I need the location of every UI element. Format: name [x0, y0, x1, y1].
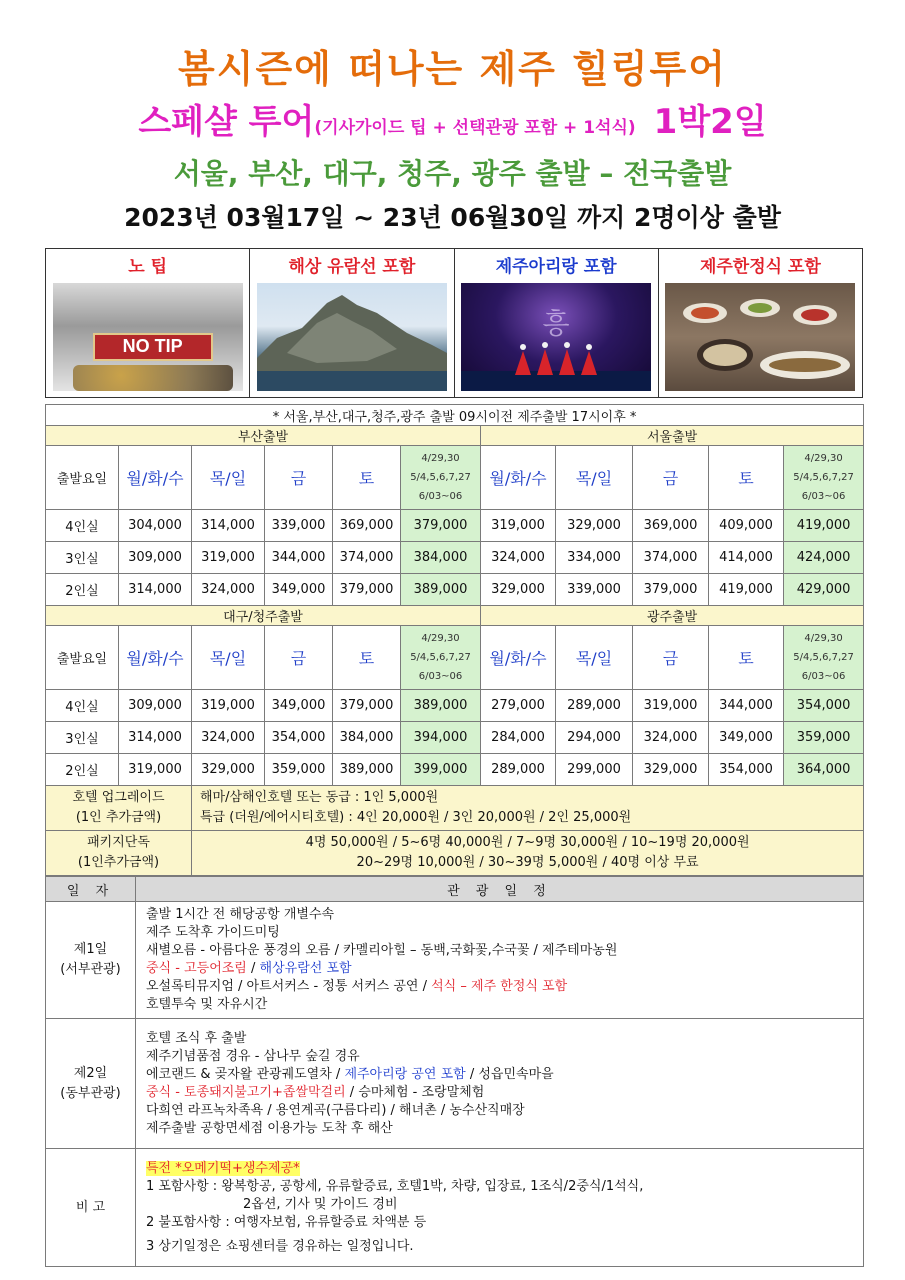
price-cell: 334,000 — [556, 542, 633, 574]
weekday-header: 월/화/수 — [119, 626, 192, 690]
price-cell: 349,000 — [265, 690, 333, 722]
room-label: 2인실 — [46, 754, 119, 786]
price-cell: 399,000 — [401, 754, 481, 786]
price-cell: 339,000 — [265, 510, 333, 542]
feature-korean-meal — [659, 249, 862, 397]
price-cell: 314,000 — [119, 574, 192, 606]
price-cell: 309,000 — [119, 690, 192, 722]
price-cell: 389,000 — [333, 754, 401, 786]
day2-itinerary: 호텔 조식 후 출발 제주기념품점 경유 - 삼나무 숲길 경유 에코랜드 & 곶자왈 관광궤도열차 / 제주아리랑 공연 포함 / 성읍민속마을 중식 - 토종돼지불고기+좁쌀막걸리 / 승마체험 - 조랑말체험 다희연 라프녹차족욕 / 용연계곡(구름다리) / 해녀촌 / 농수산직매장 제주출발 공항면세점 이용가능 도착 후 해산 — [136, 1019, 864, 1149]
weekday-header: 토 — [333, 626, 401, 690]
table-row — [46, 754, 864, 786]
price-cell: 374,000 — [633, 542, 709, 574]
gift-highlight: 특전 *오메기떡+생수제공* — [146, 1160, 300, 1176]
price-cell: 324,000 — [481, 542, 556, 574]
price-cell: 379,000 — [333, 690, 401, 722]
price-cell: 349,000 — [709, 722, 784, 754]
price-cell: 329,000 — [633, 754, 709, 786]
room-label: 4인실 — [46, 690, 119, 722]
tour-subtitle — [0, 94, 905, 143]
feature-cruise — [250, 249, 454, 397]
departure-cities: 서울, 부산, 대구, 청주, 광주 출발 – 전국출발 — [173, 157, 732, 190]
price-cell: 319,000 — [192, 542, 265, 574]
special-tour-note: (기사가이드 팁 + 선택관광 포함 + 1석식) — [314, 118, 636, 138]
room-label: 4인실 — [46, 510, 119, 542]
price-cell: 324,000 — [192, 574, 265, 606]
room-label: 2인실 — [46, 574, 119, 606]
weekday-header-label: 출발요일 — [46, 446, 119, 510]
price-cell: 359,000 — [784, 722, 864, 754]
schedule-day-header: 일 자 — [46, 877, 136, 902]
price-cell: 379,000 — [401, 510, 481, 542]
weekday-header: 금 — [633, 626, 709, 690]
hotel-upgrade-label: 호텔 업그레이드 (1인 추가금액) — [46, 786, 192, 831]
region-busan: 부산출발 — [46, 426, 481, 446]
price-cell: 294,000 — [556, 722, 633, 754]
price-cell: 329,000 — [481, 574, 556, 606]
schedule-table — [45, 876, 864, 1267]
room-label: 3인실 — [46, 722, 119, 754]
price-cell: 279,000 — [481, 690, 556, 722]
price-cell: 339,000 — [556, 574, 633, 606]
feature-caption: 제주아리랑 포함 — [495, 257, 617, 277]
price-cell: 389,000 — [401, 574, 481, 606]
price-cell: 319,000 — [633, 690, 709, 722]
price-cell: 354,000 — [709, 754, 784, 786]
price-cell: 409,000 — [709, 510, 784, 542]
tour-duration: 1박2일 — [653, 102, 767, 142]
holiday-header: 4/29,30 5/4,5,6,7,27 6/03~06 — [401, 446, 481, 510]
price-cell: 354,000 — [784, 690, 864, 722]
price-cell: 324,000 — [633, 722, 709, 754]
remarks-content: 특전 *오메기떡+생수제공* 1 포함사항 : 왕복항공, 공항세, 유류할증료, 호텔1박, 차량, 입장료, 1조식/2중식/1석식, 2옵션, 기사 및 가이드 경비 2 불포함사항 : 여행자보험, 유류할증료 차액분 등 3 상기일정은 쇼핑센터를 경유하는 일정입니다. — [136, 1149, 864, 1267]
price-cell: 304,000 — [119, 510, 192, 542]
price-cell: 319,000 — [119, 754, 192, 786]
feature-arirang — [455, 249, 659, 397]
day1-itinerary: 출발 1시간 전 해당공항 개별수속 제주 도착후 가이드미팅 새별오름 - 아름다운 풍경의 오름 / 카멜리아힐 – 동백,국화꽃,수국꽃 / 제주테마농원 중식 - 고등어조림 / 해상유람선 포함 오설록티뮤지엄 / 아트서커스 - 정통 서커스 공연 / 석식 – 제주 한정식 포함 호텔투숙 및 자유시간 — [136, 902, 864, 1019]
weekday-header: 목/일 — [556, 626, 633, 690]
weekday-header: 금 — [265, 626, 333, 690]
no-tip-sign: NO TIP — [122, 336, 183, 356]
departure-time-note: * 서울,부산,대구,청주,광주 출발 09시이전 제주출발 17시이후 * — [46, 405, 864, 426]
price-cell: 394,000 — [401, 722, 481, 754]
price-cell: 419,000 — [709, 574, 784, 606]
weekday-header: 토 — [709, 446, 784, 510]
svg-text:흥: 흥 — [542, 307, 570, 340]
price-cell: 429,000 — [784, 574, 864, 606]
tip-jar-photo — [53, 283, 243, 391]
room-label: 3인실 — [46, 542, 119, 574]
price-cell: 369,000 — [333, 510, 401, 542]
table-row — [46, 542, 864, 574]
price-cell: 344,000 — [709, 690, 784, 722]
price-cell: 289,000 — [481, 754, 556, 786]
price-table — [45, 404, 864, 876]
price-cell: 314,000 — [119, 722, 192, 754]
weekday-header-label: 출발요일 — [46, 626, 119, 690]
price-cell: 349,000 — [265, 574, 333, 606]
price-cell: 289,000 — [556, 690, 633, 722]
price-cell: 319,000 — [192, 690, 265, 722]
feature-caption: 제주한정식 포함 — [699, 257, 821, 277]
price-cell: 414,000 — [709, 542, 784, 574]
hotel-upgrade-prices: 해마/삼해인호텔 또는 동급 : 1인 5,000원 특급 (더원/에어시티호텔) : 4인 20,000원 / 3인 20,000원 / 2인 25,000원 — [192, 786, 864, 831]
tour-period: 2023년 03월17일 ~ 23년 06월30일 까지 2명이상 출발 — [124, 203, 781, 232]
price-cell: 359,000 — [265, 754, 333, 786]
weekday-header: 목/일 — [556, 446, 633, 510]
feature-no-tip — [46, 249, 250, 397]
price-cell: 329,000 — [556, 510, 633, 542]
weekday-header: 목/일 — [192, 626, 265, 690]
price-cell: 389,000 — [401, 690, 481, 722]
price-cell: 379,000 — [633, 574, 709, 606]
weekday-header: 금 — [265, 446, 333, 510]
price-cell: 329,000 — [192, 754, 265, 786]
page-title: 봄시즌에 떠나는 제주 힐링투어 — [178, 47, 727, 91]
price-cell: 384,000 — [333, 722, 401, 754]
weekday-header: 목/일 — [192, 446, 265, 510]
weekday-header: 월/화/수 — [481, 446, 556, 510]
schedule-content-header: 관 광 일 정 — [136, 877, 864, 902]
region-daegu-cheongju: 대구/청주출발 — [46, 606, 481, 626]
price-cell: 309,000 — [119, 542, 192, 574]
price-cell: 374,000 — [333, 542, 401, 574]
table-row — [46, 510, 864, 542]
feature-caption: 노 팁 — [128, 257, 167, 277]
table-row — [46, 690, 864, 722]
weekday-header: 금 — [633, 446, 709, 510]
price-cell: 319,000 — [481, 510, 556, 542]
price-cell: 324,000 — [192, 722, 265, 754]
price-cell: 354,000 — [265, 722, 333, 754]
weekday-header: 토 — [333, 446, 401, 510]
holiday-header: 4/29,30 5/4,5,6,7,27 6/03~06 — [401, 626, 481, 690]
price-cell: 284,000 — [481, 722, 556, 754]
price-cell: 369,000 — [633, 510, 709, 542]
region-gwangju: 광주출발 — [481, 606, 864, 626]
weekday-header: 월/화/수 — [119, 446, 192, 510]
price-cell: 299,000 — [556, 754, 633, 786]
package-private-label: 패키지단독 (1인추가금액) — [46, 831, 192, 876]
price-cell: 344,000 — [265, 542, 333, 574]
price-cell: 364,000 — [784, 754, 864, 786]
price-cell: 384,000 — [401, 542, 481, 574]
day2-label: 제2일 (동부관광) — [46, 1019, 136, 1149]
special-tour-label: 스페샬 투어 — [138, 102, 315, 142]
holiday-header: 4/29,30 5/4,5,6,7,27 6/03~06 — [784, 626, 864, 690]
table-row — [46, 722, 864, 754]
weekday-header: 월/화/수 — [481, 626, 556, 690]
holiday-header: 4/29,30 5/4,5,6,7,27 6/03~06 — [784, 446, 864, 510]
price-cell: 314,000 — [192, 510, 265, 542]
day1-label: 제1일 (서부관광) — [46, 902, 136, 1019]
price-cell: 424,000 — [784, 542, 864, 574]
korean-meal-photo — [665, 283, 855, 391]
remarks-label: 비 고 — [46, 1149, 136, 1267]
region-seoul: 서울출발 — [481, 426, 864, 446]
sea-cliff-photo — [257, 283, 447, 391]
table-row — [46, 574, 864, 606]
price-cell: 379,000 — [333, 574, 401, 606]
stage-show-photo — [461, 283, 651, 391]
weekday-header: 토 — [709, 626, 784, 690]
price-cell: 419,000 — [784, 510, 864, 542]
package-private-prices: 4명 50,000원 / 5~6명 40,000원 / 7~9명 30,000원 / 10~19명 20,000원 20~29명 10,000원 / 30~39명 5,000원 / 40명 이상 무료 — [192, 831, 864, 876]
feature-caption: 해상 유람선 포함 — [288, 257, 416, 277]
feature-photos — [45, 248, 863, 398]
